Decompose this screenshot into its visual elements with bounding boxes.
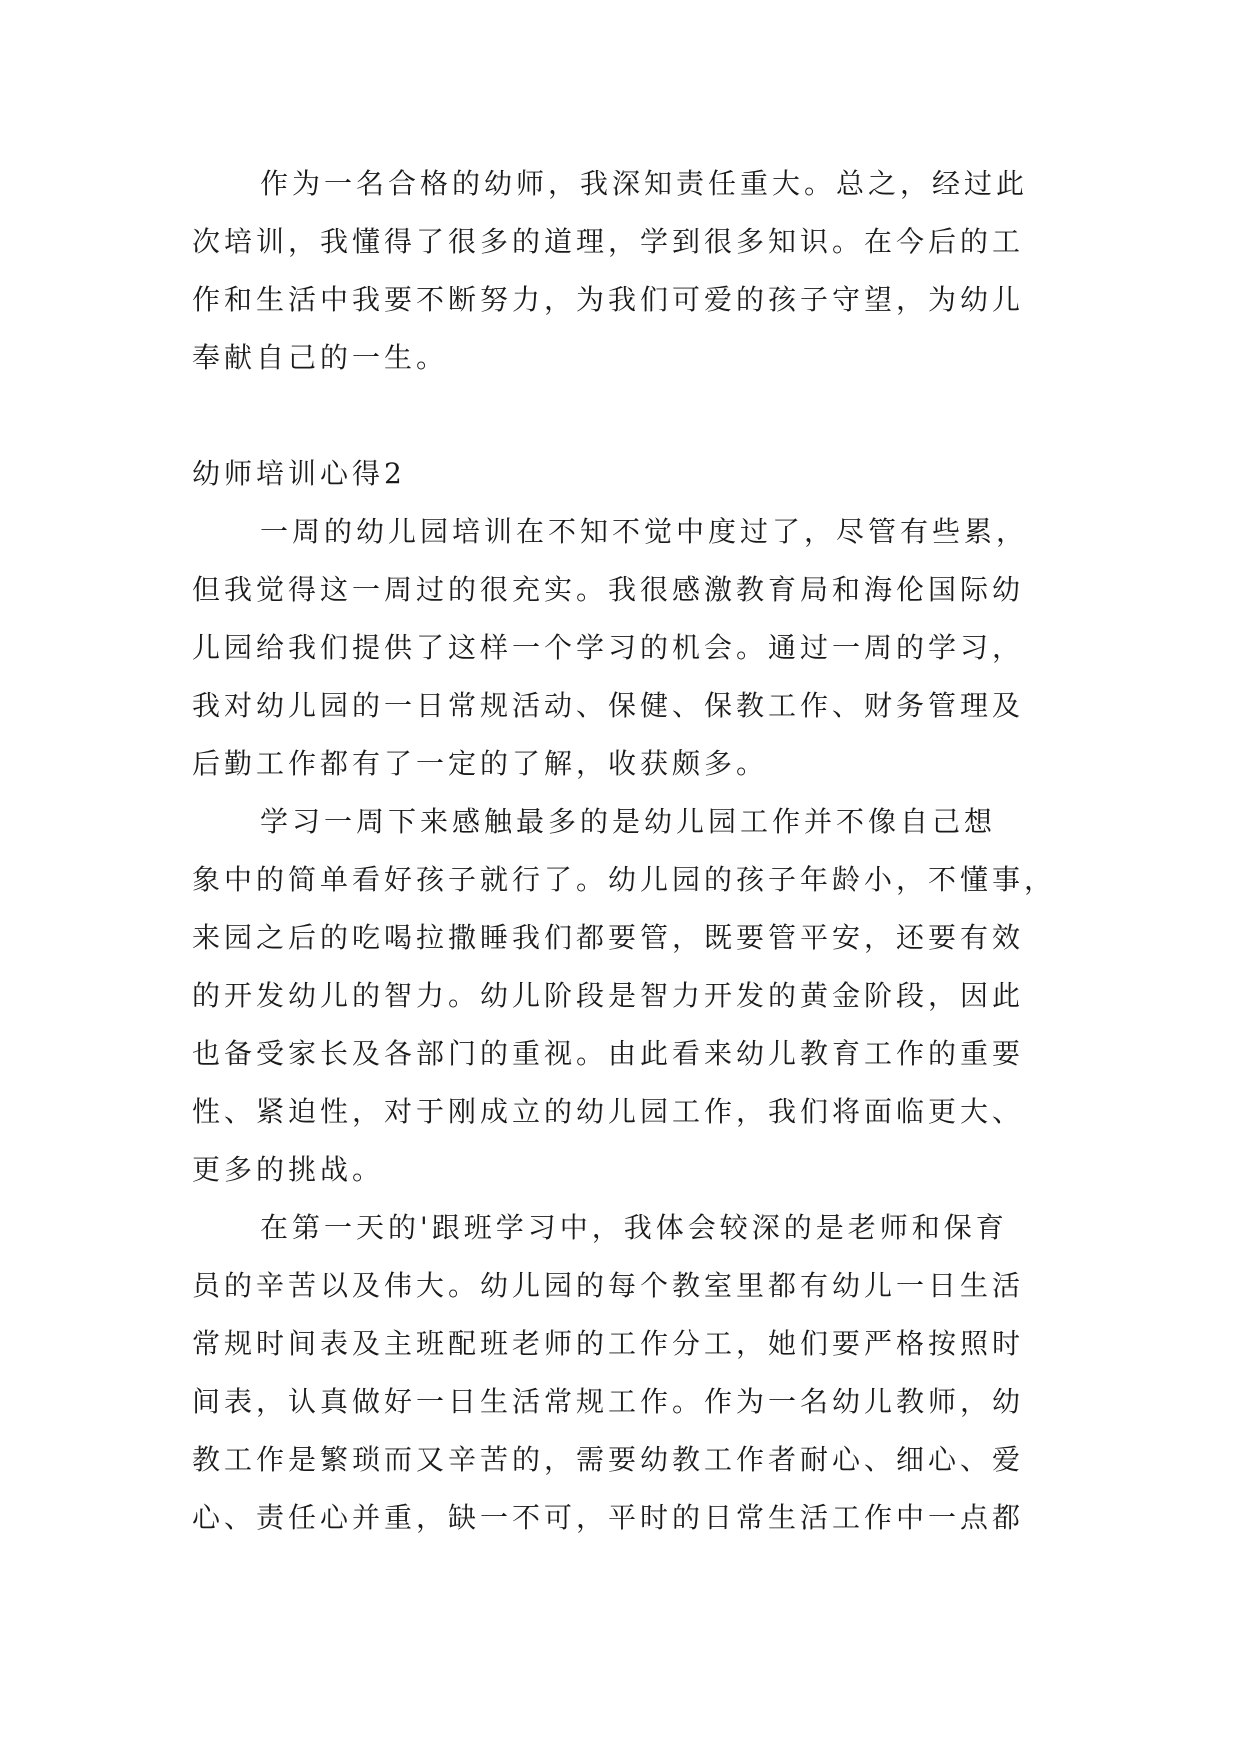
- paragraph-line: 后勤工作都有了一定的了解，收获颇多。: [192, 747, 769, 780]
- paragraph-3: [192, 793, 1057, 1199]
- paragraph-line: 的开发幼儿的智力。幼儿阶段是智力开发的黄金阶段，因此: [192, 979, 1025, 1012]
- paragraph-line: 但我觉得这一周过的很充实。我很感激教育局和海伦国际幼: [192, 573, 1025, 606]
- paragraph-line: 也备受家长及各部门的重视。由此看来幼儿教育工作的重要: [192, 1037, 1025, 1070]
- paragraph-line: 学习一周下来感触最多的是幼儿园工作并不像自己想: [260, 805, 997, 838]
- paragraph-line: 奉献自己的一生。: [192, 341, 449, 374]
- paragraph-line: 象中的简单看好孩子就行了。幼儿园的孩子年龄小，不懂事，: [192, 863, 1057, 896]
- paragraph-line: 员的辛苦以及伟大。幼儿园的每个教室里都有幼儿一日生活: [192, 1269, 1025, 1302]
- paragraph-line: 一周的幼儿园培训在不知不觉中度过了，尽管有些累，: [260, 515, 1029, 548]
- paragraph-line: 心、责任心并重，缺一不可，平时的日常生活工作中一点都: [192, 1501, 1025, 1534]
- paragraph-line: 教工作是繁琐而又辛苦的，需要幼教工作者耐心、细心、爱: [192, 1443, 1025, 1476]
- paragraph-line: 间表，认真做好一日生活常规工作。作为一名幼儿教师，幼: [192, 1385, 1025, 1418]
- paragraph-line: 儿园给我们提供了这样一个学习的机会。通过一周的学习，: [192, 631, 1025, 664]
- paragraph-line: 性、紧迫性，对于刚成立的幼儿园工作，我们将面临更大、: [192, 1095, 1025, 1128]
- paragraph-line: 更多的挑战。: [192, 1153, 385, 1186]
- paragraph-line: 常规时间表及主班配班老师的工作分工，她们要严格按照时: [192, 1327, 1025, 1360]
- paragraph-line: 来园之后的吃喝拉撒睡我们都要管，既要管平安，还要有效: [192, 921, 1025, 954]
- paragraph-1: [192, 155, 1052, 387]
- paragraph-line: 作为一名合格的幼师，我深知责任重大。总之，经过此: [260, 167, 1029, 200]
- paragraph-line: 我对幼儿园的一日常规活动、保健、保教工作、财务管理及: [192, 689, 1025, 722]
- paragraph-2: [192, 503, 1052, 793]
- paragraph-line: 次培训，我懂得了很多的道理，学到很多知识。在今后的工: [192, 225, 1025, 258]
- paragraph-4: [192, 1199, 1052, 1547]
- paragraph-line: 作和生活中我要不断努力，为我们可爱的孩子守望，为幼儿: [192, 283, 1025, 316]
- document-page: [192, 155, 1057, 1547]
- blank-line: [192, 387, 1052, 445]
- paragraph-line: 在第一天的'跟班学习中，我体会较深的是老师和保育: [260, 1211, 1008, 1244]
- section-heading: 幼师培训心得2: [192, 457, 406, 490]
